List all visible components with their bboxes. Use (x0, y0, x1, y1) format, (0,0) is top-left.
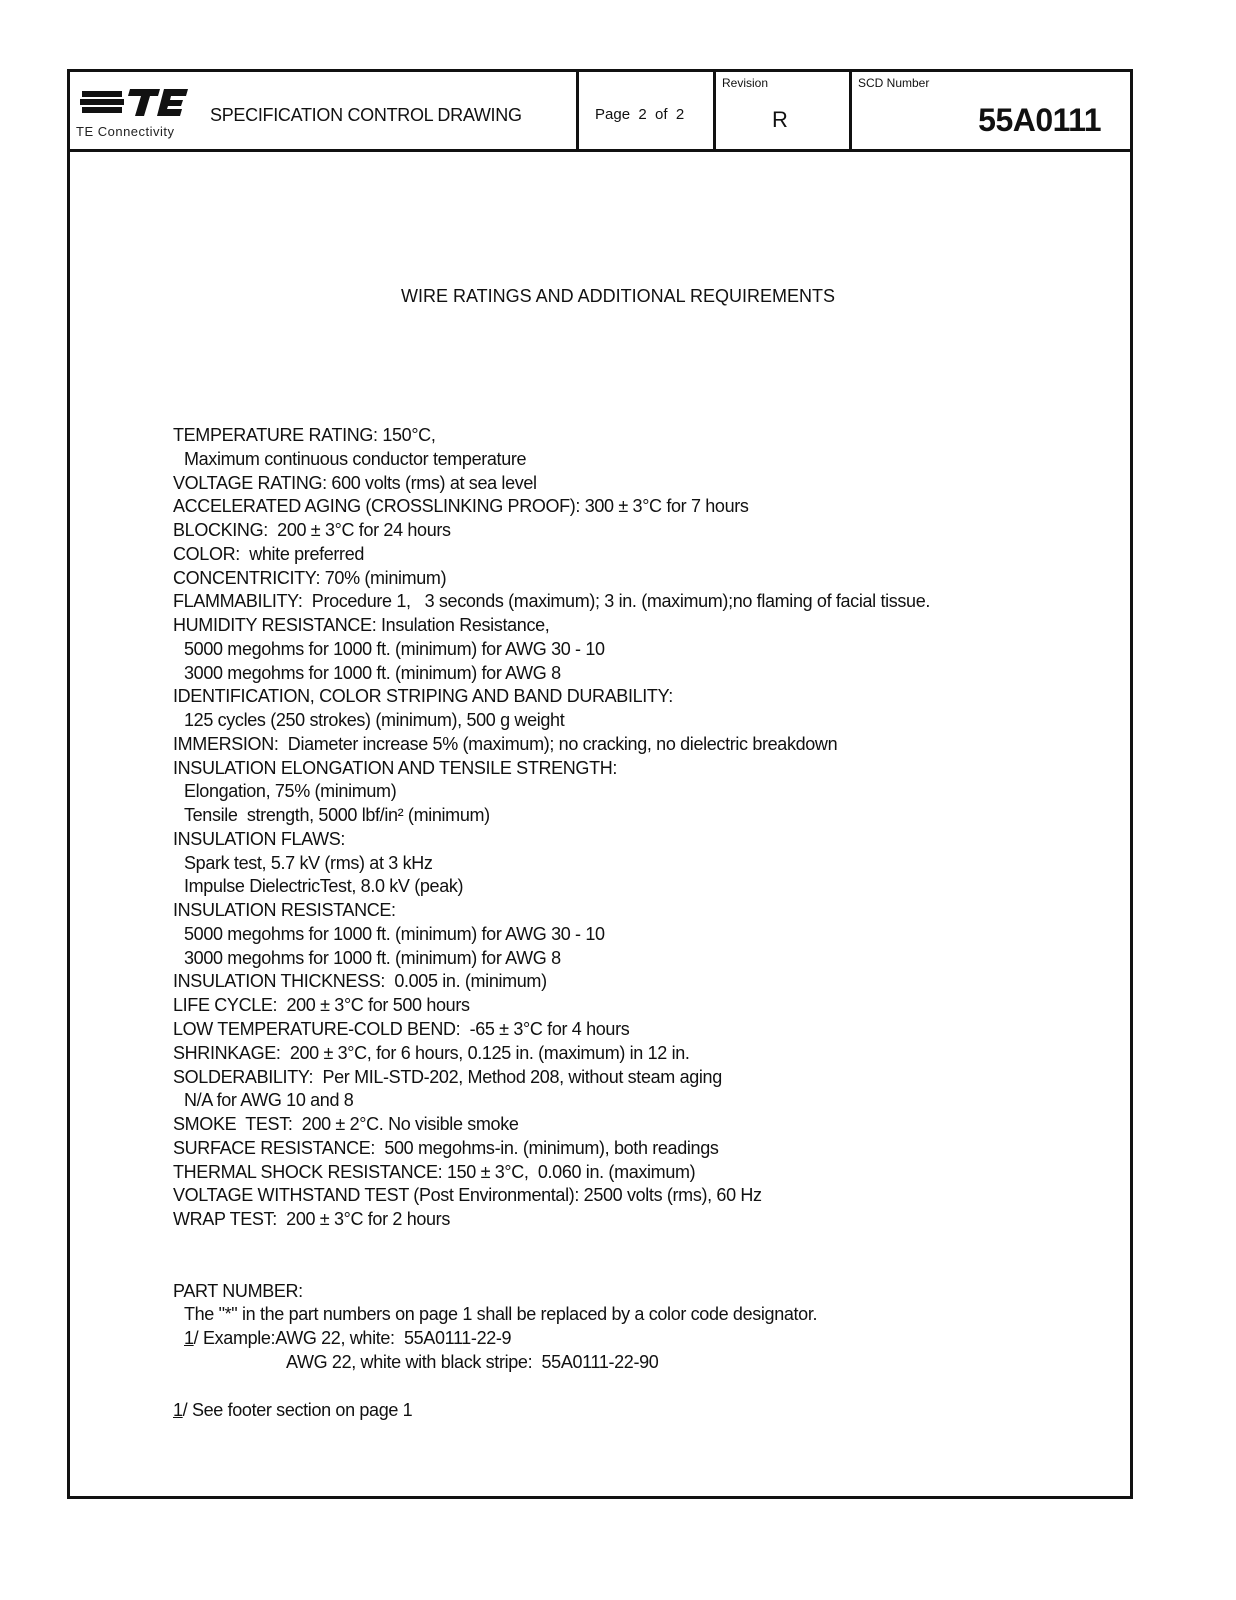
footnote (173, 1400, 412, 1421)
example-line-1 (184, 1328, 511, 1349)
requirement-item: WRAP TEST: 200 ± 3°C for 2 hours (173, 1209, 450, 1230)
example-line-2: AWG 22, white with black stripe: 55A0111-22-90 (286, 1352, 659, 1372)
requirement-item: CONCENTRICITY: 70% (minimum) (173, 567, 447, 588)
logo-title-cell (70, 72, 576, 149)
requirement-item: SOLDERABILITY: Per MIL-STD-202, Method 208, without steam aging (173, 1066, 722, 1087)
requirement-item: HUMIDITY RESISTANCE: Insulation Resistance, (173, 615, 550, 636)
te-logo-icon (80, 86, 190, 118)
footnote-ref: 1 (173, 1400, 183, 1420)
requirement-item: LOW TEMPERATURE-COLD BEND: -65 ± 3°C for 4 hours (173, 1019, 630, 1039)
part-number-label: PART NUMBER: (173, 1281, 303, 1301)
requirement-detail: 3000 megohms for 1000 ft. (minimum) for AWG 8 (184, 947, 561, 968)
requirement-item: BLOCKING: 200 ± 3°C for 24 hours (173, 520, 451, 541)
requirement-item: INSULATION THICKNESS: 0.005 in. (minimum) (173, 971, 547, 992)
requirement-detail: Tensile strength, 5000 lbf/in² (minimum) (184, 805, 490, 826)
requirement-detail: N/A for AWG 10 and 8 (184, 1090, 354, 1111)
example-1-text: / Example:AWG 22, white: 55A0111-22-9 (193, 1328, 512, 1348)
scd-cell (849, 72, 1133, 149)
scd-number: 55A0111 (978, 102, 1101, 138)
requirement-detail: Impulse DielectricTest, 8.0 kV (peak) (184, 876, 464, 897)
company-name: TE Connectivity (76, 124, 175, 139)
requirement-item: SURFACE RESISTANCE: 500 megohms-in. (minimum), both readings (173, 1137, 719, 1158)
revision-value: R (772, 107, 788, 132)
revision-label: Revision (722, 76, 769, 90)
requirement-item: FLAMMABILITY: Procedure 1, 3 seconds (maximum); 3 in. (maximum);no flaming of facial tissue. (173, 591, 931, 612)
requirement-item: IMMERSION: Diameter increase 5% (maximum); no cracking, no dielectric breakdown (173, 733, 838, 754)
requirement-detail: 3000 megohms for 1000 ft. (minimum) for AWG 8 (184, 662, 561, 683)
requirement-item: VOLTAGE WITHSTAND TEST (Post Environmental): 2500 volts (rms), 60 Hz (173, 1185, 762, 1206)
section-heading: WIRE RATINGS AND ADDITIONAL REQUIREMENTS (400, 286, 836, 306)
requirement-item: INSULATION RESISTANCE: (173, 900, 396, 921)
document-title: SPECIFICATION CONTROL DRAWING (210, 105, 522, 125)
requirement-item: LIFE CYCLE: 200 ± 3°C for 500 hours (173, 995, 470, 1016)
requirement-item: SHRINKAGE: 200 ± 3°C, for 6 hours, 0.125 in. (maximum) in 12 in. (173, 1042, 690, 1063)
requirement-detail: Maximum continuous conductor temperature (184, 448, 527, 469)
title-block (70, 72, 1130, 152)
footnote-text: / See footer section on page 1 (182, 1400, 413, 1420)
revision-cell (713, 72, 849, 149)
requirement-item: INSULATION FLAWS: (173, 828, 346, 849)
requirement-detail: 5000 megohms for 1000 ft. (minimum) for AWG 30 - 10 (184, 923, 605, 944)
footnote-ref: 1 (184, 1328, 194, 1348)
requirement-item: TEMPERATURE RATING: 150°C, (173, 425, 436, 445)
requirement-item: SMOKE TEST: 200 ± 2°C. No visible smoke (173, 1114, 519, 1135)
page-indicator: Page 2 of 2 (595, 106, 685, 123)
requirement-item: INSULATION ELONGATION AND TENSILE STRENGTH: (173, 757, 618, 778)
requirement-detail: Spark test, 5.7 kV (rms) at 3 kHz (184, 852, 433, 873)
requirement-detail: 125 cycles (250 strokes) (minimum), 500 g weight (184, 710, 565, 731)
requirement-item: ACCELERATED AGING (CROSSLINKING PROOF): 300 ± 3°C for 7 hours (173, 496, 749, 517)
requirement-item: COLOR: white preferred (173, 543, 365, 564)
requirement-item: VOLTAGE RATING: 600 volts (rms) at sea level (173, 472, 537, 493)
page-cell (576, 72, 713, 149)
scd-label: SCD Number (858, 76, 930, 90)
requirement-detail: 5000 megohms for 1000 ft. (minimum) for AWG 30 - 10 (184, 638, 605, 659)
requirement-item: IDENTIFICATION, COLOR STRIPING AND BAND DURABILITY: (173, 686, 673, 707)
requirement-detail: Elongation, 75% (minimum) (184, 781, 397, 802)
requirement-item: THERMAL SHOCK RESISTANCE: 150 ± 3°C, 0.060 in. (maximum) (173, 1161, 696, 1182)
part-number-note: The "*" in the part numbers on page 1 shall be replaced by a color code designator. (184, 1304, 818, 1324)
